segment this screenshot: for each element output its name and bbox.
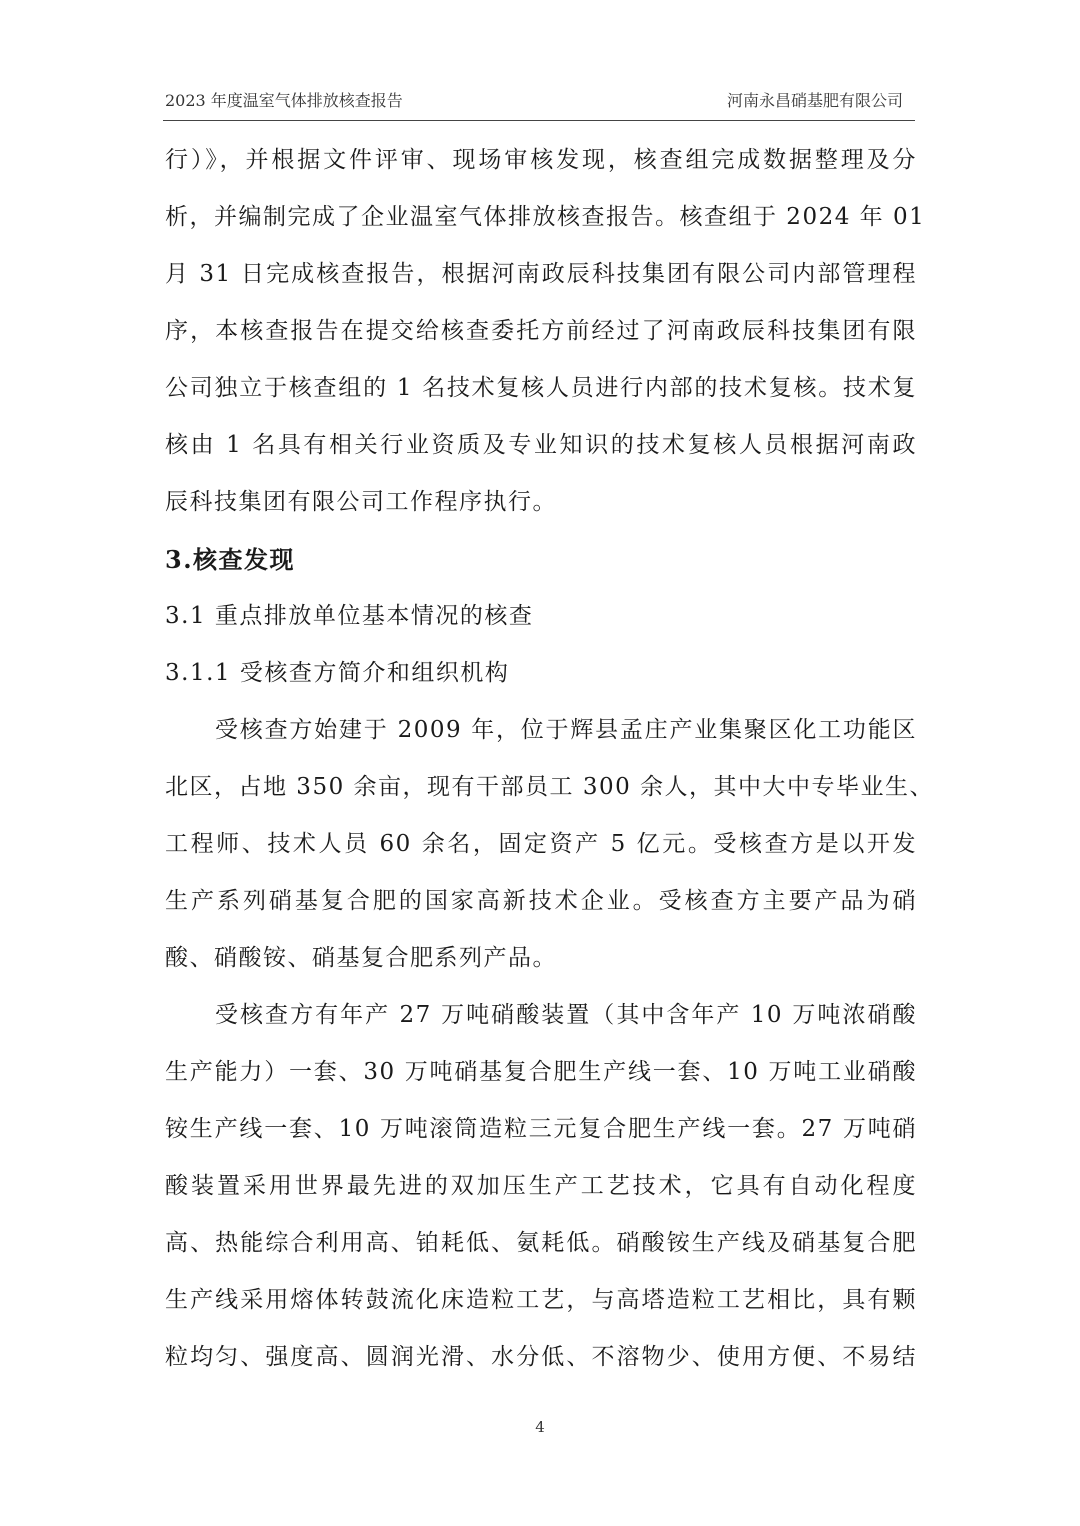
- text-line: 受核查方有年产 27 万吨硝酸装置（其中含年产 10 万吨浓硝酸: [215, 1002, 917, 1028]
- text-line: 高、热能综合利用高、铂耗低、氨耗低。硝酸铵生产线及硝基复合肥: [165, 1230, 917, 1256]
- page-number: 4: [535, 1418, 545, 1436]
- paragraph-production-lines: [165, 987, 917, 1386]
- paragraph-company-profile: [165, 702, 935, 987]
- text-line: 行）》，并根据文件评审、现场审核发现，核查组完成数据整理及分: [165, 147, 917, 173]
- text-line: 受核查方始建于 2009 年，位于辉县孟庄产业集聚区化工功能区: [215, 717, 917, 743]
- text-line: 生产线采用熔体转鼓流化床造粒工艺，与高塔造粒工艺相比，具有颗: [165, 1287, 917, 1313]
- text-line: 北区，占地 350 余亩，现有干部员工 300 余人，其中大中专毕业生、: [165, 774, 935, 800]
- text-line: 生产能力）一套、30 万吨硝基复合肥生产线一套、10 万吨工业硝酸: [165, 1059, 917, 1085]
- text-line: 辰科技集团有限公司工作程序执行。: [165, 489, 557, 515]
- text-line: 酸装置采用世界最先进的双加压生产工艺技术，它具有自动化程度: [165, 1173, 917, 1199]
- paragraph-review-process: [165, 132, 926, 531]
- text-line: 工程师、技术人员 60 余名，固定资产 5 亿元。受核查方是以开发: [165, 831, 917, 857]
- header-report-title: 2023 年度温室气体排放核查报告: [165, 91, 403, 110]
- text-line: 核由 1 名具有相关行业资质及专业知识的技术复核人员根据河南政: [165, 432, 917, 458]
- section-heading-3-1-1: 3.1.1 受核查方简介和组织机构: [165, 660, 510, 686]
- text-line: 生产系列硝基复合肥的国家高新技术企业。受核查方主要产品为硝: [165, 888, 917, 914]
- section-heading-3-1: 3.1 重点排放单位基本情况的核查: [165, 603, 534, 629]
- text-line: 析，并编制完成了企业温室气体排放核查报告。核查组于 2024 年 01: [165, 204, 926, 230]
- text-line: 序，本核查报告在提交给核查委托方前经过了河南政辰科技集团有限: [165, 318, 917, 344]
- page-body: [165, 132, 935, 1386]
- text-line: 粒均匀、强度高、圆润光滑、水分低、不溶物少、使用方便、不易结: [165, 1344, 917, 1370]
- text-line: 铵生产线一套、10 万吨滚筒造粒三元复合肥生产线一套。27 万吨硝: [165, 1116, 917, 1142]
- text-line: 月 31 日完成核查报告，根据河南政辰科技集团有限公司内部管理程: [165, 261, 917, 287]
- text-line: 酸、硝酸铵、硝基复合肥系列产品。: [165, 945, 557, 971]
- section-heading-3: 3.核查发现: [165, 545, 296, 574]
- header-rule: [163, 120, 915, 121]
- header-company-name: 河南永昌硝基肥有限公司: [726, 91, 903, 110]
- text-line: 公司独立于核查组的 1 名技术复核人员进行内部的技术复核。技术复: [165, 375, 917, 401]
